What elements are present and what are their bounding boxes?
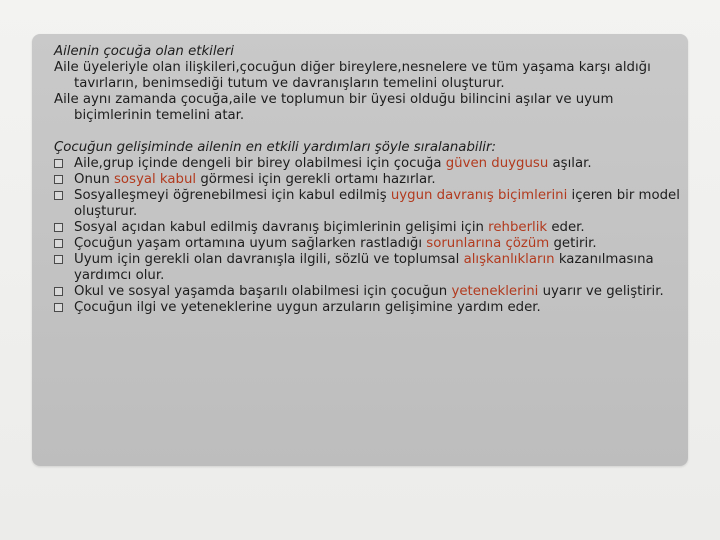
- item-highlight: alışkanlıkların: [463, 252, 555, 267]
- item-text: Sosyalleşmeyi öğrenebilmesi için kabul edilmiş: [74, 188, 391, 203]
- checkbox-bullet-icon: [54, 239, 63, 248]
- item-text-end: aşılar.: [548, 156, 592, 171]
- paragraph-2: Aile aynı zamanda çocuğa,aile ve toplumun bir üyesi olduğu bilincini aşılar ve uyum biçimlerinin temelini atar.: [54, 92, 614, 123]
- item-text-end: eder.: [547, 220, 585, 235]
- list-item: [54, 156, 680, 172]
- list-item: [54, 188, 680, 220]
- item-highlight: rehberlik: [488, 220, 548, 235]
- item-text: Çocuğun ilgi ve yeteneklerine uygun arzuların gelişimine yardım eder.: [74, 300, 541, 315]
- checkbox-bullet-icon: [54, 223, 63, 232]
- item-text-end: içeren bir model oluşturur.: [74, 188, 680, 219]
- list-item: [54, 236, 680, 252]
- paragraph-1: Aile üyeleriyle olan ilişkileri,çocuğun diğer bireylere,nesnelere ve tüm yaşama karşı aldığı tavırların, benimsediği tutum ve davranışların temelini oluşturur.: [54, 60, 651, 91]
- item-text-end: getirir.: [549, 236, 597, 251]
- bullet-list: [54, 156, 680, 316]
- item-highlight: sosyal kabul: [113, 172, 197, 187]
- checkbox-bullet-icon: [54, 159, 63, 168]
- item-text: Sosyal açıdan kabul edilmiş davranış biçimlerinin gelişimi için: [74, 220, 489, 235]
- checkbox-bullet-icon: [54, 255, 63, 264]
- item-text: Çocuğun yaşam ortamına uyum sağlarken rastladığı: [74, 236, 427, 251]
- list-item: [54, 300, 680, 316]
- list-item: [54, 284, 680, 300]
- item-text-end: kazanılmasına yardımcı olur.: [74, 252, 654, 283]
- list-item: [54, 220, 680, 236]
- item-text-end: görmesi için gerekli ortamı hazırlar.: [196, 172, 436, 187]
- item-text: Okul ve sosyal yaşamda başarılı olabilmesi için çocuğun: [74, 284, 452, 299]
- checkbox-bullet-icon: [54, 287, 63, 296]
- item-highlight: güven duygusu: [445, 156, 549, 171]
- checkbox-bullet-icon: [54, 175, 63, 184]
- slide-text: [54, 44, 680, 316]
- list-heading: Çocuğun gelişiminde ailenin en etkili yardımları şöyle sıralanabilir:: [54, 140, 496, 155]
- checkbox-bullet-icon: [54, 191, 63, 200]
- item-text: Aile,grup içinde dengeli bir birey olabilmesi için çocuğa: [74, 156, 446, 171]
- item-highlight: sorunlarına çözüm: [426, 236, 550, 251]
- spacer: [54, 124, 680, 140]
- slide-title: Ailenin çocuğa olan etkileri: [54, 44, 234, 59]
- list-item: [54, 172, 680, 188]
- item-text: Onun: [74, 172, 114, 187]
- list-item: [54, 252, 680, 284]
- item-text-end: uyarır ve geliştirir.: [538, 284, 664, 299]
- item-text: Uyum için gerekli olan davranışla ilgili, sözlü ve toplumsal: [74, 252, 464, 267]
- item-highlight: yeteneklerini: [451, 284, 539, 299]
- checkbox-bullet-icon: [54, 303, 63, 312]
- item-highlight: uygun davranış biçimlerini: [390, 188, 568, 203]
